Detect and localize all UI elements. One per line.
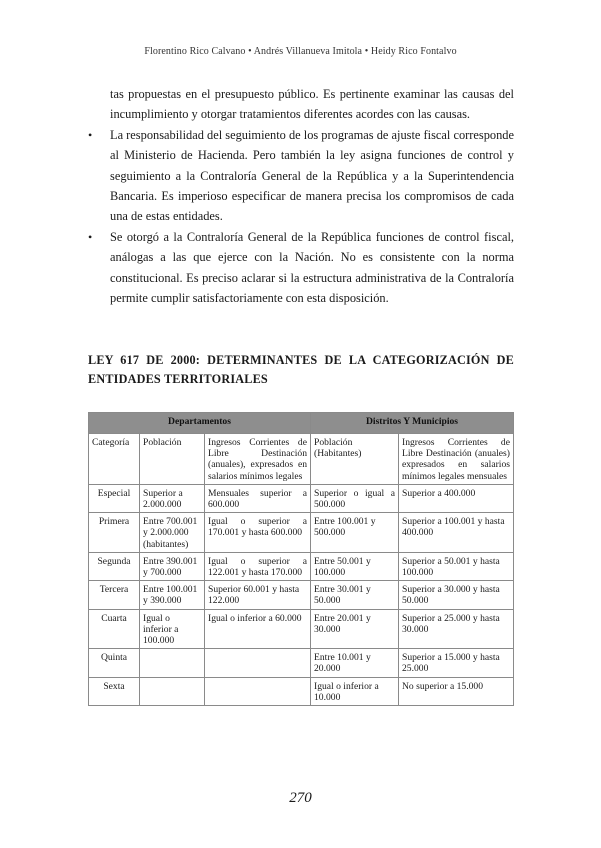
table-cell: Entre 30.001 y 50.000 (311, 581, 399, 609)
category-cell: Tercera (89, 581, 140, 609)
table-cell: Entre 10.001 y 20.000 (311, 649, 399, 677)
table-cell: Mensuales superior a 600.000 (205, 484, 311, 512)
table-row (89, 513, 514, 553)
table-cell: Superior a 50.001 y hasta 100.000 (399, 552, 514, 580)
table-cell: Igual o inferior a 10.000 (311, 677, 399, 705)
column-header: Categoría (89, 434, 140, 485)
table-group-header-row (89, 413, 514, 434)
table-cell: Entre 50.001 y 100.000 (311, 552, 399, 580)
bullet-list (88, 125, 514, 309)
category-cell: Sexta (89, 677, 140, 705)
table-cell: Igual o inferior a 60.000 (205, 609, 311, 649)
paragraph-continuation: tas propuestas en el presupuesto público. Es pertinente examinar las causas del incumplimiento y otorgar tratamientos diferentes acordes con las causas. (110, 87, 514, 122)
table-row (89, 677, 514, 705)
table-cell: Superior 60.001 y hasta 122.000 (205, 581, 311, 609)
table-cell: Igual o inferior a 100.000 (140, 609, 205, 649)
bullet-item (88, 227, 514, 309)
table-cell: Superior a 25.000 y hasta 30.000 (399, 609, 514, 649)
section-title: LEY 617 DE 2000: DETERMINANTES DE LA CATEGORIZACIÓN DE ENTIDADES TERRITORIALES (88, 353, 514, 386)
table-cell (140, 649, 205, 677)
table-column-header-row (89, 434, 514, 485)
category-cell: Quinta (89, 649, 140, 677)
table-cell: Entre 20.001 y 30.000 (311, 609, 399, 649)
category-cell: Primera (89, 513, 140, 553)
bullet-icon: • (88, 229, 93, 244)
bullet-text: Se otorgó a la Contraloría General de la República funciones de control fiscal, análogas a las que ejerce con la Nación. No es consistente con la norma constitucional. Es preciso aclarar si la estructura administrativa de la Contraloría permite cumplir satisfactoriamente con esta disposición. (110, 229, 514, 306)
table-cell: Entre 100.001 y 390.000 (140, 581, 205, 609)
categorization-table (88, 412, 514, 706)
bullet-item (88, 125, 514, 227)
table-row (89, 649, 514, 677)
bullet-text: La responsabilidad del seguimiento de los programas de ajuste fiscal corresponde al Ministerio de Hacienda. Pero también la ley asigna funciones de control y seguimiento a la Contraloría General de la República y a la Superintendencia Bancaria. Es imperioso especificar de manera precisa los compromisos de cada una de estas entidades. (110, 127, 514, 224)
column-header: Población (Habitantes) (311, 434, 399, 485)
table-cell: Entre 100.001 y 500.000 (311, 513, 399, 553)
table-cell: Igual o superior a 170.001 y hasta 600.000 (205, 513, 311, 553)
table-cell (205, 677, 311, 705)
table-row (89, 609, 514, 649)
column-header: Ingresos Corrientes de Libre Destinación (anuales), expresados en salarios mínimos legales (205, 434, 311, 485)
table-cell: Superior a 2.000.000 (140, 484, 205, 512)
bullet-icon: • (88, 127, 93, 142)
table-cell (205, 649, 311, 677)
group-header-departamentos: Departamentos (89, 413, 311, 434)
running-head: Florentino Rico Calvano • Andrés Villanueva Imitola • Heidy Rico Fontalvo (144, 46, 457, 57)
table-cell: Igual o superior a 122.001 y hasta 170.000 (205, 552, 311, 580)
table-cell: Superior a 15.000 y hasta 25.000 (399, 649, 514, 677)
table-cell: Superior o igual a 500.000 (311, 484, 399, 512)
column-header: Población (140, 434, 205, 485)
table-row (89, 581, 514, 609)
table-cell: No superior a 15.000 (399, 677, 514, 705)
category-cell: Cuarta (89, 609, 140, 649)
page-number: 270 (289, 790, 312, 806)
category-cell: Especial (89, 484, 140, 512)
table-row (89, 552, 514, 580)
category-cell: Segunda (89, 552, 140, 580)
table-cell: Superior a 400.000 (399, 484, 514, 512)
group-header-municipios: Distritos Y Municipios (311, 413, 514, 434)
column-header: Ingresos Corrientes de Libre Destinación (anuales) expresados en salarios mínimos legales mensuales (399, 434, 514, 485)
body-text (88, 84, 514, 308)
table-row (89, 484, 514, 512)
table-cell: Entre 390.001 y 700.000 (140, 552, 205, 580)
table-cell: Superior a 30.000 y hasta 50.000 (399, 581, 514, 609)
table-cell: Entre 700.001 y 2.000.000 (habitantes) (140, 513, 205, 553)
table-cell: Superior a 100.001 y hasta 400.000 (399, 513, 514, 553)
table-cell (140, 677, 205, 705)
